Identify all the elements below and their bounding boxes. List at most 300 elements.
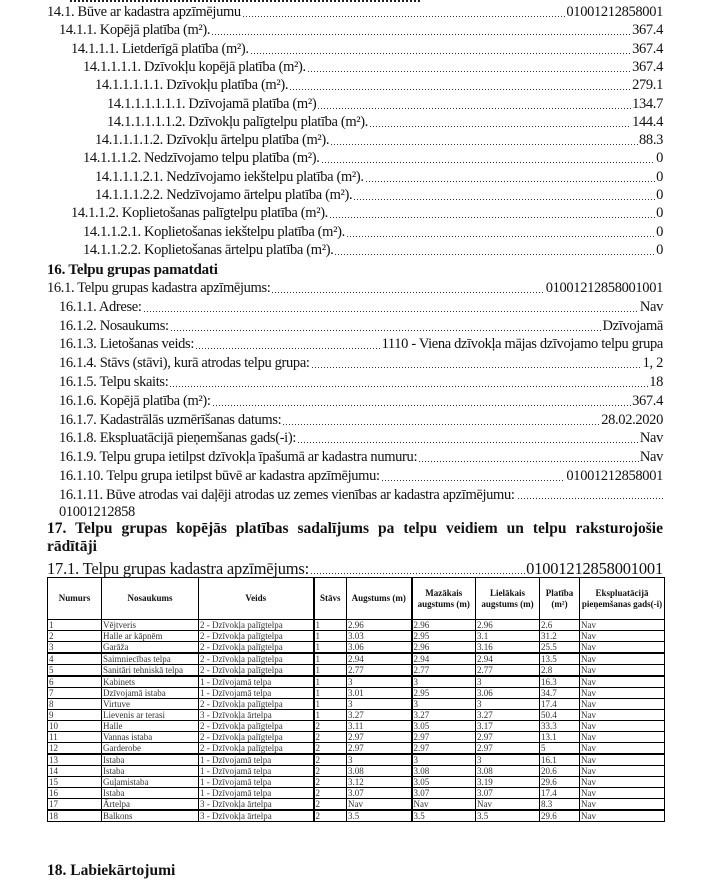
col-stavs-cell: 2 (314, 810, 347, 822)
line-16-item (59, 336, 663, 353)
col-veids-cell: 2 - Dzīvokļa palīgtelpa (199, 721, 314, 732)
col-veids-cell: 1 - Dzīvojamā telpa (199, 777, 314, 788)
line-16-item (59, 449, 663, 466)
col-stavs-cell: 1 (314, 631, 347, 642)
col-mazakais-augstums-cell: 2.77 (412, 665, 476, 677)
leader-dots (321, 160, 656, 164)
line-value: Nav (639, 449, 663, 466)
col-numurs-cell: 2 (48, 631, 102, 642)
col-lielakais-augstums-cell: 2.77 (476, 665, 540, 677)
col-augstums-cell: 3 (347, 754, 412, 766)
col-platiba-cell: 50.4 (540, 710, 580, 721)
col-numurs-cell: 15 (48, 777, 102, 788)
col-mazakais-augstums-cell: 2.94 (412, 653, 476, 665)
col-platiba-cell: 17.4 (540, 788, 580, 799)
line-value: 1, 2 (642, 355, 663, 372)
col-numurs-cell: 18 (48, 810, 102, 822)
col-augstums-cell: 3 (347, 676, 412, 688)
line-label: 16.1.10. Telpu grupa ietilpst būvē ar kadastra apzīmējumu: (59, 468, 380, 484)
col-ekspluatacija-cell: Nav (580, 676, 665, 688)
leader-dots (289, 87, 631, 91)
col-augstums-cell: 3.08 (347, 766, 412, 777)
col-stavs-cell: 2 (314, 777, 347, 788)
col-platiba-cell: 33.3 (540, 721, 580, 732)
col-lielakais-augstums-cell: 3.08 (476, 766, 540, 777)
col-augstums-cell: 3.01 (347, 688, 412, 699)
col-numurs-cell: 17 (48, 799, 102, 811)
col-lielakais-augstums-header: Lielākais augstums (m) (476, 578, 540, 620)
col-numurs-cell: 11 (48, 732, 102, 743)
line-label: 14.1.1.1.1.2. Dzīvokļu ārtelpu platība (m²). (95, 132, 330, 149)
col-nosaukums-cell: Halle (102, 721, 199, 732)
line-value: 0 (656, 205, 663, 222)
col-veids-cell: 3 - Dzīvokļa ārtelpa (199, 710, 314, 721)
col-augstums-cell: 3.03 (347, 631, 412, 642)
line-label: 14.1.1.2.1. Koplietošanas iekštelpu platība (m²). (83, 223, 345, 240)
col-veids-header: Veids (199, 578, 314, 620)
col-ekspluatacija-cell: Nav (580, 653, 665, 665)
col-numurs-cell: 3 (48, 642, 102, 654)
line-value: 28.02.2020 (601, 411, 663, 428)
col-ekspluatacija-cell: Nav (580, 788, 665, 799)
col-lielakais-augstums-cell: 3 (476, 676, 540, 688)
col-platiba-cell: 16.1 (540, 754, 580, 766)
col-mazakais-augstums-cell: 2.96 (412, 620, 476, 631)
col-veids-cell: 2 - Dzīvokļa palīgtelpa (199, 743, 314, 755)
col-nosaukums-cell: Istaba (102, 754, 199, 766)
col-stavs-cell: 2 (314, 799, 347, 811)
leader-dots (517, 497, 663, 501)
col-mazakais-augstums-cell: 3 (412, 676, 476, 688)
col-augstums-cell: 3.06 (347, 642, 412, 654)
col-augstums-cell: 2.96 (347, 620, 412, 631)
col-stavs-cell: 2 (314, 766, 347, 777)
leader-dots (297, 440, 639, 444)
leader-dots (211, 32, 631, 36)
line-14-item (95, 77, 663, 94)
col-veids-cell: 2 - Dzīvokļa palīgtelpa (199, 699, 314, 710)
leader-dots (311, 365, 642, 369)
line-16-1-11 (59, 487, 663, 521)
line-17-1-label: 17.1. Telpu grupas kadastra apzīmējums: (47, 559, 310, 578)
col-platiba-cell: 13.1 (540, 732, 580, 743)
col-lielakais-augstums-cell: 3.27 (476, 710, 540, 721)
line-value: 01001212858001 (566, 4, 663, 20)
col-ekspluatacija-header: Ekspluatācijā pieņemšanas gads(-i) (580, 578, 665, 620)
col-veids-cell: 1 - Dzīvojamā telpa (199, 688, 314, 699)
col-veids-cell: 1 - Dzīvojamā telpa (199, 766, 314, 777)
col-numurs-cell: 14 (48, 766, 102, 777)
line-16-item (47, 280, 663, 297)
col-stavs-cell: 1 (314, 620, 347, 631)
col-numurs-cell: 7 (48, 688, 102, 699)
col-augstums-cell: 3.12 (347, 777, 412, 788)
col-stavs-cell: 1 (314, 710, 347, 721)
line-label: 14.1.1.1.2. Nedzīvojamo telpu platība (m²). (83, 150, 320, 167)
line-label: 14.1.1.1. Lietderīgā platība (m²). (71, 40, 249, 57)
col-mazakais-augstums-cell: 2.95 (412, 688, 476, 699)
leader-dots (170, 328, 602, 332)
col-augstums-cell: 2.77 (347, 665, 412, 677)
col-stavs-header: Stāvs (314, 578, 347, 620)
line-16-1-11-value: 01001212858 (59, 504, 135, 520)
col-lielakais-augstums-cell: 3.5 (476, 810, 540, 822)
line-14-item (95, 132, 663, 149)
col-ekspluatacija-cell: Nav (580, 810, 665, 822)
col-stavs-cell: 1 (314, 688, 347, 699)
col-stavs-cell: 1 (314, 642, 347, 654)
col-veids-cell: 2 - Dzīvokļa palīgtelpa (199, 732, 314, 743)
col-stavs-cell: 2 (314, 788, 347, 799)
col-nosaukums-cell: Guļamistaba (102, 777, 199, 788)
col-nosaukums-cell: Balkons (102, 810, 199, 822)
line-label: 14.1. Būve ar kadastra apzīmējumu (47, 4, 241, 20)
leader-dots (365, 179, 655, 183)
leader-dots (271, 290, 544, 294)
col-lielakais-augstums-cell: 3 (476, 754, 540, 766)
leader-dots (418, 459, 639, 463)
leader-dots (369, 124, 631, 128)
table-row (48, 777, 665, 788)
line-label: 16.1. Telpu grupas kadastra apzīmējums: (47, 280, 271, 296)
line-16-item (59, 299, 663, 316)
col-numurs-cell: 13 (48, 754, 102, 766)
col-nosaukums-cell: Ārtelpa (102, 799, 199, 811)
line-16-item (59, 412, 663, 429)
col-nosaukums-cell: Istaba (102, 766, 199, 777)
col-nosaukums-cell: Lievenis ar terasi (102, 710, 199, 721)
line-label: 14.1.1.1.1. Dzīvokļu kopējā platība (m²). (83, 58, 306, 75)
table-row (48, 743, 665, 755)
line-label: 16.1.4. Stāvs (stāvi), kurā atrodas telpu grupa: (59, 355, 310, 372)
col-platiba-cell: 13.5 (540, 653, 580, 665)
leader-dots (329, 215, 655, 219)
col-stavs-cell: 1 (314, 653, 347, 665)
col-lielakais-augstums-cell: 2.97 (476, 732, 540, 743)
line-16-item (59, 355, 663, 372)
leader-dots (334, 252, 655, 256)
col-platiba-cell: 25.5 (540, 642, 580, 654)
section-18-heading: 18. Labiekārtojumi (47, 862, 176, 879)
table-row (48, 676, 665, 688)
col-platiba-cell: 29.6 (540, 810, 580, 822)
line-value: 367.4 (632, 40, 663, 57)
col-mazakais-augstums-cell: 2.97 (412, 732, 476, 743)
line-value: 144.4 (632, 113, 663, 130)
line-label: 16.1.9. Telpu grupa ietilpst dzīvokļa īpašumā ar kadastra numuru: (59, 449, 418, 466)
table-row (48, 788, 665, 799)
col-stavs-cell: 2 (314, 732, 347, 743)
section-16-heading: 16. Telpu grupas pamatdati (47, 262, 218, 278)
leader-dots (242, 14, 566, 18)
line-value: Nav (639, 430, 663, 447)
line-14-item (71, 41, 663, 58)
line-value: 88.3 (639, 132, 663, 149)
col-ekspluatacija-cell: Nav (580, 721, 665, 732)
col-mazakais-augstums-cell: 3.07 (412, 788, 476, 799)
table-row (48, 653, 665, 665)
line-14-item (83, 59, 663, 76)
col-mazakais-augstums-cell: 2.97 (412, 743, 476, 755)
col-platiba-cell: 2.6 (540, 620, 580, 631)
line-label: 16.1.2. Nosaukums: (59, 317, 169, 334)
col-veids-cell: 1 - Dzīvojamā telpa (199, 676, 314, 688)
col-mazakais-augstums-cell: 3.08 (412, 766, 476, 777)
line-16-item (59, 430, 663, 447)
col-lielakais-augstums-cell: 3.16 (476, 642, 540, 654)
col-lielakais-augstums-cell: Nav (476, 799, 540, 811)
line-14-item (95, 187, 663, 204)
col-mazakais-augstums-header: Mazākais augstums (m) (412, 578, 476, 620)
leader-dots (195, 346, 381, 350)
col-nosaukums-cell: Istaba (102, 788, 199, 799)
line-14-item (107, 114, 663, 131)
table-row (48, 631, 665, 642)
line-value: 0 (656, 187, 663, 203)
col-lielakais-augstums-cell: 3.19 (476, 777, 540, 788)
col-ekspluatacija-cell: Nav (580, 732, 665, 743)
col-ekspluatacija-cell: Nav (580, 777, 665, 788)
line-value: Nav (639, 298, 663, 315)
col-nosaukums-cell: Dzīvojamā istaba (102, 688, 199, 699)
col-veids-cell: 1 - Dzīvojamā telpa (199, 788, 314, 799)
table-row (48, 754, 665, 766)
table-row (48, 766, 665, 777)
line-value: 1110 - Viena dzīvokļa mājas dzīvojamo telpu grupa (381, 336, 663, 353)
line-14-item (59, 22, 663, 39)
leader-dots (282, 422, 600, 426)
col-mazakais-augstums-cell: Nav (412, 799, 476, 811)
line-label: 14.1.1.1.1.1.2. Dzīvokļu palīgtelpu platība (m²). (107, 113, 369, 130)
leader-dots (317, 106, 631, 110)
col-platiba-cell: 16.3 (540, 676, 580, 688)
line-value: 0 (656, 223, 663, 240)
col-ekspluatacija-cell: Nav (580, 766, 665, 777)
col-lielakais-augstums-cell: 2.94 (476, 653, 540, 665)
line-value: 0 (656, 168, 663, 185)
col-veids-cell: 2 - Dzīvokļa palīgtelpa (199, 631, 314, 642)
col-lielakais-augstums-cell: 3.17 (476, 721, 540, 732)
col-lielakais-augstums-cell: 2.96 (476, 620, 540, 631)
col-nosaukums-header: Nosaukums (102, 578, 199, 620)
line-value: 367.4 (632, 22, 663, 39)
col-stavs-cell: 1 (314, 699, 347, 710)
section-17-heading: 17. Telpu grupas kopējās platības sadalījums pa telpu veidiem un telpu raksturojošie rādītāji (47, 520, 663, 555)
col-nosaukums-cell: Garāža (102, 642, 199, 654)
table-row (48, 710, 665, 721)
col-ekspluatacija-cell: Nav (580, 699, 665, 710)
line-value: Dzīvojamā (602, 317, 663, 334)
col-nosaukums-cell: Vējtveris (102, 620, 199, 631)
table-row (48, 699, 665, 710)
col-stavs-cell: 2 (314, 743, 347, 755)
line-14-item (83, 242, 663, 259)
col-platiba-cell: 29.6 (540, 777, 580, 788)
table-row (48, 799, 665, 811)
col-lielakais-augstums-cell: 2.97 (476, 743, 540, 755)
col-numurs-cell: 9 (48, 710, 102, 721)
col-mazakais-augstums-cell: 3 (412, 754, 476, 766)
leader-dots (353, 197, 655, 201)
line-value: 18 (649, 374, 663, 390)
col-stavs-cell: 2 (314, 721, 347, 732)
line-label: 16.1.5. Telpu skaits: (59, 374, 169, 390)
line-16-item (59, 468, 663, 485)
col-veids-cell: 2 - Dzīvokļa palīgtelpa (199, 620, 314, 631)
col-numurs-header: Numurs (48, 578, 102, 620)
table-row (48, 732, 665, 743)
line-value: 01001212858001 (566, 468, 663, 484)
line-14-item (107, 96, 663, 113)
leader-dots (346, 234, 655, 238)
col-ekspluatacija-cell: Nav (580, 620, 665, 631)
line-value: 01001212858001001 (545, 280, 663, 296)
col-numurs-cell: 6 (48, 676, 102, 688)
col-mazakais-augstums-cell: 3.05 (412, 777, 476, 788)
line-17-1-value: 01001212858001001 (526, 559, 663, 578)
col-platiba-header: Platība (m²) (540, 578, 580, 620)
col-augstums-cell: 3.27 (347, 710, 412, 721)
line-label: 14.1.1.1.2.1. Nedzīvojamo iekštelpu platība (m²). (95, 168, 364, 185)
col-ekspluatacija-cell: Nav (580, 743, 665, 755)
col-platiba-cell: 17.4 (540, 699, 580, 710)
col-numurs-cell: 8 (48, 699, 102, 710)
line-16-item (59, 393, 663, 410)
col-nosaukums-cell: Halle ar kāpnēm (102, 631, 199, 642)
line-label: 14.1.1. Kopējā platība (m²). (59, 22, 211, 39)
table-header-row (48, 578, 665, 620)
col-platiba-cell: 20.6 (540, 766, 580, 777)
leader-dots (212, 403, 632, 407)
col-veids-cell: 3 - Dzīvokļa ārtelpa (199, 810, 314, 822)
col-nosaukums-cell: Garderobe (102, 743, 199, 755)
col-platiba-cell: 2.8 (540, 665, 580, 677)
col-numurs-cell: 10 (48, 721, 102, 732)
col-augstums-cell: 2.97 (347, 732, 412, 743)
col-veids-cell: 1 - Dzīvojamā telpa (199, 754, 314, 766)
col-numurs-cell: 5 (48, 665, 102, 677)
table-row (48, 620, 665, 631)
col-veids-cell: 2 - Dzīvokļa palīgtelpa (199, 642, 314, 654)
line-label: 16.1.6. Kopējā platība (m²): (59, 392, 211, 409)
col-ekspluatacija-cell: Nav (580, 799, 665, 811)
line-value: 367.4 (632, 392, 663, 409)
leader-dots (381, 478, 566, 482)
col-stavs-cell: 2 (314, 754, 347, 766)
col-platiba-cell: 5 (540, 743, 580, 755)
leader-dots (250, 51, 631, 55)
col-numurs-cell: 1 (48, 620, 102, 631)
col-veids-cell: 2 - Dzīvokļa palīgtelpa (199, 665, 314, 677)
leader-dots (330, 142, 638, 146)
line-label: 14.1.1.1.1.1.1. Dzīvojamā platība (m²) (107, 95, 317, 112)
line-14-item (71, 205, 663, 222)
line-value: 367.4 (632, 58, 663, 75)
col-nosaukums-cell: Sanitāri tehniskā telpa (102, 665, 199, 677)
line-label: 14.1.1.1.2.2. Nedzīvojamo ārtelpu platība (m²). (95, 187, 353, 203)
col-nosaukums-cell: Kabinets (102, 676, 199, 688)
col-mazakais-augstums-cell: 2.96 (412, 642, 476, 654)
col-augstums-cell: Nav (347, 799, 412, 811)
col-veids-cell: 2 - Dzīvokļa palīgtelpa (199, 653, 314, 665)
col-ekspluatacija-cell: Nav (580, 642, 665, 654)
col-numurs-cell: 12 (48, 743, 102, 755)
cropped-previous-heading (70, 0, 420, 2)
col-numurs-cell: 4 (48, 653, 102, 665)
line-value: 0 (656, 241, 663, 258)
line-label: 16.1.3. Lietošanas veids: (59, 336, 195, 353)
line-14-item (47, 4, 663, 21)
col-ekspluatacija-cell: Nav (580, 631, 665, 642)
col-nosaukums-cell: Saimniecības telpa (102, 653, 199, 665)
line-16-item (59, 318, 663, 335)
line-label: 16.1.1. Adrese: (59, 298, 142, 315)
col-augstums-cell: 3.07 (347, 788, 412, 799)
col-augstums-cell: 2.94 (347, 653, 412, 665)
col-lielakais-augstums-cell: 3.1 (476, 631, 540, 642)
line-17-1 (47, 560, 663, 578)
table-row (48, 688, 665, 699)
col-mazakais-augstums-cell: 3 (412, 699, 476, 710)
line-16-item (59, 374, 663, 391)
col-nosaukums-cell: Virtuve (102, 699, 199, 710)
col-augstums-cell: 3.5 (347, 810, 412, 822)
line-14-item (83, 150, 663, 167)
table-row (48, 810, 665, 822)
col-platiba-cell: 8.3 (540, 799, 580, 811)
col-lielakais-augstums-cell: 3 (476, 699, 540, 710)
line-label: 14.1.1.1.1.1. Dzīvokļu platība (m²). (95, 77, 289, 94)
col-ekspluatacija-cell: Nav (580, 665, 665, 677)
col-mazakais-augstums-cell: 3.05 (412, 721, 476, 732)
col-nosaukums-cell: Vannas istaba (102, 732, 199, 743)
col-stavs-cell: 1 (314, 676, 347, 688)
col-numurs-cell: 16 (48, 788, 102, 799)
line-16-1-11-label: 16.1.11. Būve atrodas vai daļēji atrodas uz zemes vienības ar kadastra apzīmējumu: (59, 487, 515, 503)
line-14-item (95, 169, 663, 186)
rooms-table (47, 577, 665, 822)
line-value: 134.7 (632, 95, 663, 112)
table-row (48, 665, 665, 677)
line-label: 14.1.1.2.2. Koplietošanas ārtelpu platība (m²). (83, 241, 334, 258)
col-ekspluatacija-cell: Nav (580, 754, 665, 766)
line-value: 0 (656, 150, 663, 167)
table-row (48, 642, 665, 654)
col-augstums-cell: 3.11 (347, 721, 412, 732)
col-mazakais-augstums-cell: 2.95 (412, 631, 476, 642)
col-lielakais-augstums-cell: 3.06 (476, 688, 540, 699)
leader-dots (143, 309, 639, 313)
line-label: 16.1.7. Kadastrālās uzmērīšanas datums: (59, 411, 282, 428)
col-lielakais-augstums-cell: 3.07 (476, 788, 540, 799)
line-label: 14.1.1.2. Koplietošanas palīgtelpu platība (m²). (71, 205, 328, 222)
col-platiba-cell: 31.2 (540, 631, 580, 642)
col-mazakais-augstums-cell: 3.27 (412, 710, 476, 721)
line-label: 16.1.8. Ekspluatācijā pieņemšanas gads(-i): (59, 430, 297, 447)
col-augstums-cell: 2.97 (347, 743, 412, 755)
col-ekspluatacija-cell: Nav (580, 710, 665, 721)
line-14-item (83, 224, 663, 241)
leader-dots (307, 69, 631, 73)
col-stavs-cell: 1 (314, 665, 347, 677)
col-mazakais-augstums-cell: 3.5 (412, 810, 476, 822)
col-augstums-header: Augstums (m) (347, 578, 412, 620)
line-value: 279.1 (632, 77, 663, 94)
leader-dots (169, 384, 648, 388)
col-platiba-cell: 34.7 (540, 688, 580, 699)
table-row (48, 721, 665, 732)
col-ekspluatacija-cell: Nav (580, 688, 665, 699)
